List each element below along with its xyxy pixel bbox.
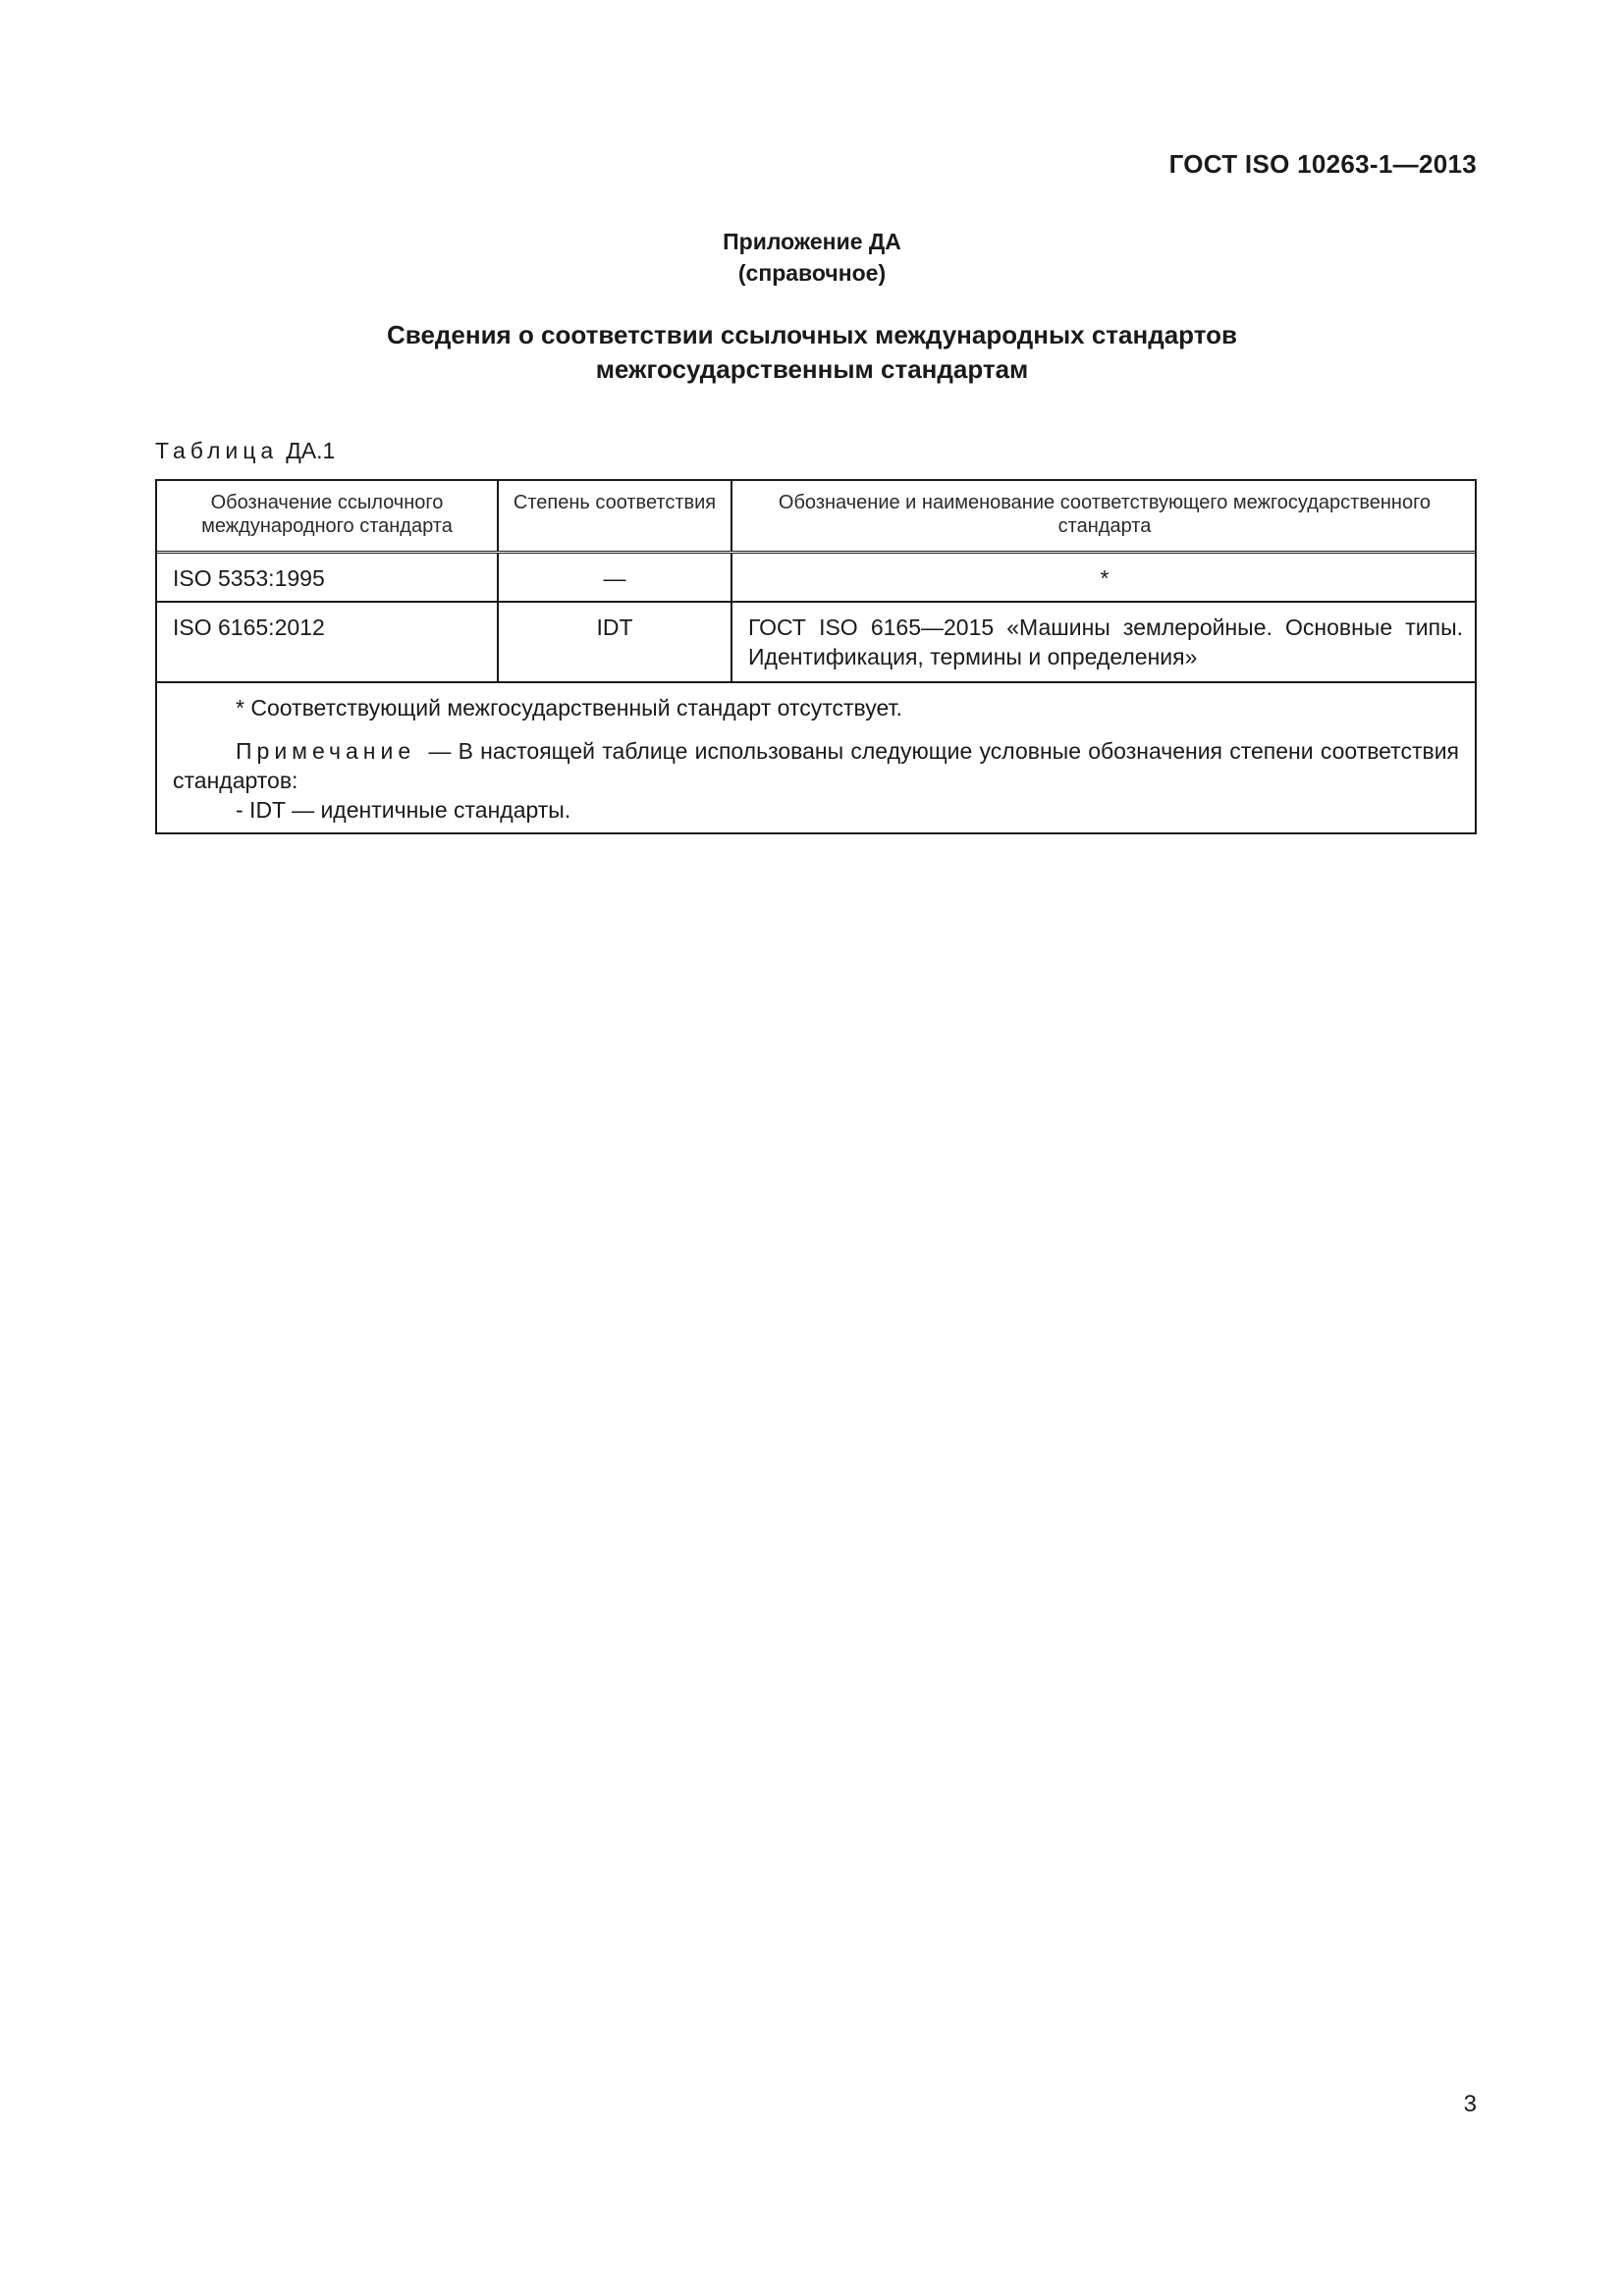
page-number: 3 (1463, 2091, 1477, 2117)
header-national-standard: Обозначение и наименование соответствующего межгосударственного стандарта (778, 492, 1432, 537)
header-designation: Обозначение ссылочного международного стандарта (157, 481, 499, 551)
note-list-item: - IDT — идентичные стандарты. (236, 797, 571, 823)
table-header-row (157, 481, 1475, 554)
correspondence-table (155, 479, 1477, 834)
row-degree: IDT (499, 603, 732, 681)
note-label: Примечание (236, 738, 416, 764)
table-footnote: * Соответствующий межгосударственный стандарт отсутствует. (236, 695, 902, 721)
table-caption-number: ДА.1 (286, 438, 336, 463)
table-caption-word: Таблица (155, 438, 279, 463)
row-national-standard: ГОСТ ISO 6165—2015 «Машины землеройные. Основные типы. Идентификация, термины и определения» (748, 614, 1463, 669)
row-national-standard: * (1100, 565, 1110, 591)
table-note (173, 736, 1459, 795)
note-text: — В настоящей таблице использованы следующие условные обозначения степени соответствия стандартов: (173, 738, 1460, 793)
row-degree: — (499, 554, 732, 601)
table-caption (155, 438, 335, 464)
appendix-subtitle: (справочное) (737, 260, 887, 286)
document-code: ГОСТ ISO 10263-1—2013 (1168, 149, 1477, 179)
section-title (0, 318, 1624, 387)
table-row (157, 603, 1475, 683)
table-row (157, 554, 1475, 603)
appendix-heading (0, 226, 1624, 289)
appendix-title: Приложение ДА (723, 229, 901, 254)
row-designation: ISO 5353:1995 (157, 554, 499, 601)
section-title-line-1: Сведения о соответствии ссылочных международных стандартов (387, 320, 1237, 349)
header-degree: Степень соответствия (499, 481, 732, 551)
table-notes (157, 683, 1475, 825)
row-designation: ISO 6165:2012 (157, 603, 499, 681)
section-title-line-2: межгосударственным стандартам (595, 354, 1029, 384)
